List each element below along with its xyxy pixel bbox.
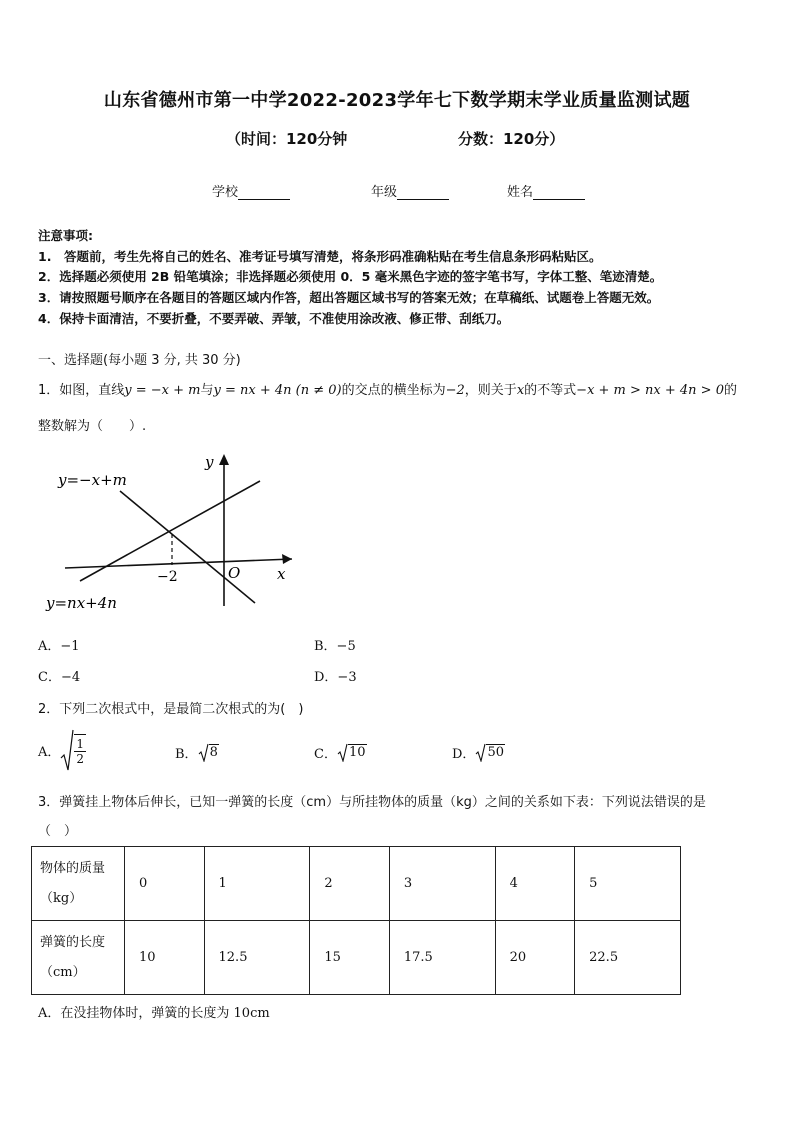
table-row <box>32 847 681 921</box>
question-3: 3．弹簧挂上物体后伸长，已知一弹簧的长度（cm）与所挂物体的质量（kg）之间的关系如下表：下列说法错误的是 <box>38 795 706 810</box>
table-cell: 3 <box>389 847 495 921</box>
table-row <box>32 921 681 995</box>
table-cell: 1 <box>204 847 310 921</box>
school-field <box>212 181 290 200</box>
q1-option-c[interactable]: C．−4 <box>38 670 81 685</box>
note-item: 3．请按照题号顺序在各题目的答题区域内作答，超出答题区域书写的答案无效；在草稿纸、试题卷上答题无效。 <box>38 290 660 306</box>
q2-option-b[interactable] <box>175 742 219 762</box>
question-1-line1 <box>38 379 737 398</box>
radical-sign <box>198 742 209 762</box>
graph-x-label: x <box>277 565 286 583</box>
radical-sign <box>475 742 486 762</box>
graph-label-line2: y=nx+4n <box>46 594 117 612</box>
table-cell: 4 <box>495 847 575 921</box>
graph-tick-label: −2 <box>157 569 178 585</box>
table-cell: 12.5 <box>204 921 310 995</box>
q1-option-d[interactable]: D．−3 <box>314 670 357 685</box>
section-title: 一、选择题(每小题 3 分, 共 30 分) <box>38 353 241 368</box>
q1-text: 的交点的横坐标为 <box>341 383 446 398</box>
fraction <box>74 734 86 766</box>
radicand: 10 <box>348 745 366 760</box>
q1-expr-value: −2 <box>445 383 465 398</box>
q2-option-a[interactable] <box>38 728 86 772</box>
radicand: 50 <box>487 745 504 760</box>
note-item: 1. 答题前，考生先将自己的姓名、准考证号填写清楚，将条形码准确粘贴在考生信息条形码粘贴区。 <box>38 248 602 264</box>
table-cell: 17.5 <box>389 921 495 995</box>
table-cell: 22.5 <box>575 921 681 995</box>
notes-block <box>38 226 662 330</box>
y-axis-arrow <box>219 454 229 465</box>
table-cell: 2 <box>310 847 390 921</box>
q3-option-a[interactable]: A．在没挂物体时，弹簧的长度为 10cm <box>38 1006 270 1021</box>
question-1-line2: 整数解为（ ）. <box>38 419 147 434</box>
q2-option-d-label: D． <box>452 746 476 762</box>
x-axis <box>65 559 292 568</box>
q2-option-c-label: C． <box>314 746 337 762</box>
q1-expr-inequality: −x + m > nx + 4n > 0 <box>576 383 724 398</box>
note-item: 4．保持卡面清洁，不要折叠，不要弄破、弄皱，不准使用涂改液、修正带、刮纸刀。 <box>38 310 510 326</box>
table-cell: 20 <box>495 921 575 995</box>
question-3-paren: （ ） <box>38 824 78 839</box>
graph-y-label: y <box>205 453 214 471</box>
header-unit: （cm） <box>40 964 86 980</box>
table-header-cell <box>32 847 125 921</box>
q1-text: ，则关于 <box>464 383 517 398</box>
q1-expr-x: x <box>516 383 525 398</box>
table-cell: 15 <box>310 921 390 995</box>
grade-label: 年级 <box>371 185 398 200</box>
table-header-cell <box>32 921 125 995</box>
name-field <box>507 181 585 200</box>
q1-text: 1．如图，直线 <box>38 383 125 398</box>
q1-text: 与 <box>200 383 214 398</box>
table-cell: 10 <box>125 921 205 995</box>
school-label: 学校 <box>212 185 239 200</box>
header-text: 弹簧的长度 <box>40 934 106 950</box>
q2-option-d[interactable] <box>452 742 505 762</box>
score-label: 分数：120分） <box>458 130 565 148</box>
q2-option-a-label: A． <box>38 744 61 760</box>
grade-field <box>371 181 449 200</box>
grade-blank <box>397 187 449 200</box>
q1-text: 的 <box>723 383 737 398</box>
radicand: 8 <box>209 745 218 760</box>
radical-sign <box>60 728 74 772</box>
q1-option-a[interactable]: A．−1 <box>38 639 80 654</box>
fraction-denominator: 2 <box>76 752 85 766</box>
graph-label-line1: y=−x+m <box>58 471 127 489</box>
q1-text: 的不等式 <box>524 383 577 398</box>
radical-sign <box>337 742 348 762</box>
school-blank <box>238 187 290 200</box>
x-axis-arrow <box>282 554 292 564</box>
q1-expr-line1: y = −x + m <box>124 383 201 398</box>
note-item: 2．选择题必须使用 2B 铅笔填涂；非选择题必须使用 0．5 毫米黑色字迹的签字笔书写，字体工整、笔迹清楚。 <box>38 269 663 285</box>
question-2: 2．下列二次根式中，是最简二次根式的为( ) <box>38 702 304 717</box>
q1-option-b[interactable]: B．−5 <box>314 639 356 654</box>
notes-heading: 注意事项: <box>38 228 93 243</box>
name-label: 姓名 <box>507 185 534 200</box>
page-title: 山东省德州市第一中学2022-2023学年七下数学期末学业质量监测试题 <box>103 90 691 111</box>
fraction-numerator: 1 <box>76 737 85 751</box>
table-cell: 5 <box>575 847 681 921</box>
q1-expr-line2: y = nx + 4n (n ≠ 0) <box>213 383 342 398</box>
table-cell: 0 <box>125 847 205 921</box>
spring-table <box>31 846 681 995</box>
q1-graph <box>40 450 310 620</box>
header-text: 物体的质量 <box>40 860 106 876</box>
q2-option-b-label: B． <box>175 746 198 762</box>
time-label: （时间：120分钟 <box>226 130 348 148</box>
graph-origin-label: O <box>228 564 241 582</box>
q2-option-c[interactable] <box>314 742 367 762</box>
name-blank <box>533 187 585 200</box>
header-unit: （kg） <box>40 890 83 906</box>
